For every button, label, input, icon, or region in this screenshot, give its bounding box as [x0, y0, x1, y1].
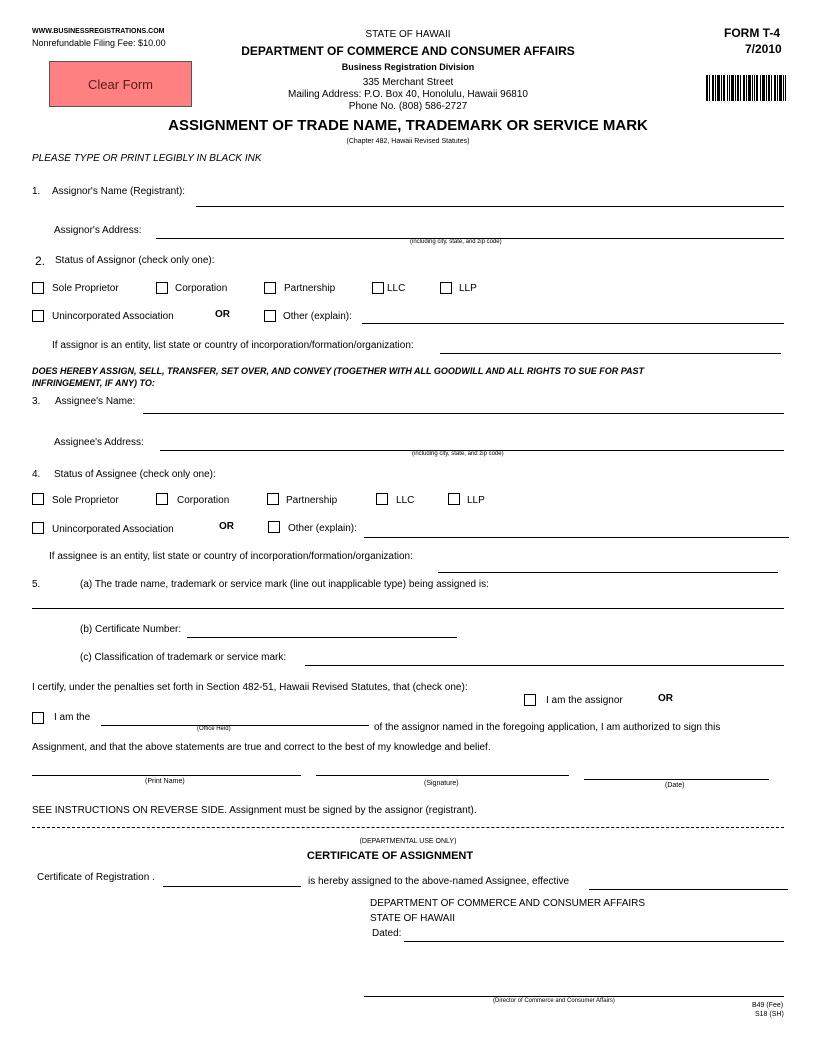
assignee-corporation-checkbox[interactable] — [156, 493, 168, 505]
i-am-assignor-label: I am the assignor — [546, 695, 623, 706]
assignor-unincorporated-label: Unincorporated Association — [52, 311, 174, 322]
dated-label: Dated: — [372, 928, 402, 939]
assignee-address-label: Assignee's Address: — [54, 437, 144, 448]
effective-date-field[interactable] — [589, 889, 788, 890]
assignor-name-label: Assignor's Name (Registrant): — [52, 186, 186, 197]
website-label: WWW.BUSINESSREGISTRATIONS.COM — [32, 28, 165, 35]
form-date: 7/2010 — [745, 42, 782, 56]
form-id: FORM T-4 — [724, 26, 780, 40]
department-name: DEPARTMENT OF COMMERCE AND CONSUMER AFFAIRS — [241, 44, 575, 58]
print-name-field[interactable] — [32, 775, 301, 776]
assignee-other-field[interactable] — [364, 537, 789, 538]
certificate-registration-field[interactable] — [163, 886, 301, 887]
classification-label: (c) Classification of trademark or service mark: — [80, 652, 287, 663]
print-name-hint: (Print Name) — [145, 778, 185, 785]
convey-statement-line-2: INFRINGEMENT, IF ANY) TO: — [32, 378, 155, 388]
i-am-officer-checkbox[interactable] — [32, 712, 44, 724]
signature-field[interactable] — [316, 775, 569, 776]
question-number-1: 1. — [32, 186, 41, 197]
question-number-3: 3. — [32, 396, 41, 407]
assignor-llc-checkbox[interactable] — [372, 282, 384, 294]
assignee-entity-field[interactable] — [438, 572, 778, 573]
assignor-sole-proprietor-checkbox[interactable] — [32, 282, 44, 294]
footer-code-fee: B49 (Fee) — [752, 1002, 784, 1009]
office-held-field[interactable] — [101, 725, 369, 726]
assignor-corporation-label: Corporation — [175, 283, 228, 294]
question-number-2: 2. — [35, 254, 46, 268]
assignee-status-label: Status of Assignee (check only one): — [54, 469, 216, 480]
assignor-other-field[interactable] — [362, 323, 784, 324]
assignor-sole-proprietor-label: Sole Proprietor — [52, 283, 119, 294]
office-held-hint: (Office Held) — [197, 726, 231, 732]
filing-fee: Nonrefundable Filing Fee: $10.00 — [32, 38, 166, 48]
assignee-llc-label: LLC — [396, 495, 415, 506]
dept-use-department: DEPARTMENT OF COMMERCE AND CONSUMER AFFAIRS — [370, 898, 646, 909]
state-label: STATE OF HAWAII — [365, 29, 451, 40]
assignor-llc-label: LLC — [387, 283, 406, 294]
assignee-corporation-label: Corporation — [177, 495, 230, 506]
assignor-address-label: Assignor's Address: — [54, 225, 142, 236]
i-am-the-label: I am the — [54, 712, 91, 723]
assignor-partnership-label: Partnership — [284, 283, 336, 294]
certify-statement: I certify, under the penalties set forth in Section 482-51, Hawaii Revised Statutes, that (check one): — [32, 682, 468, 693]
director-signature-field[interactable] — [364, 996, 784, 997]
assignor-or-label: OR — [215, 309, 230, 320]
assignor-llp-checkbox[interactable] — [440, 282, 452, 294]
director-hint: (Director of Commerce and Consumer Affairs) — [493, 998, 615, 1004]
assigned-text: is hereby assigned to the above-named Assignee, effective — [308, 876, 570, 887]
mark-assigned-label: (a) The trade name, trademark or service mark (line out inapplicable type) being assigned is: — [80, 579, 489, 590]
assignor-entity-field[interactable] — [440, 353, 781, 354]
departmental-divider — [32, 827, 784, 828]
assignee-entity-label: If assignee is an entity, list state or country of incorporation/formation/organization: — [49, 551, 413, 562]
assignee-sole-proprietor-label: Sole Proprietor — [52, 495, 119, 506]
assignee-partnership-label: Partnership — [286, 495, 338, 506]
certificate-registration-label: Certificate of Registration . — [37, 872, 155, 883]
assignee-other-checkbox[interactable] — [268, 521, 280, 533]
certificate-number-label: (b) Certificate Number: — [80, 624, 182, 635]
authorized-text: of the assignor named in the foregoing application, I am authorized to sign this — [374, 722, 721, 733]
assignor-other-label: Other (explain): — [283, 311, 352, 322]
assignor-unincorporated-checkbox[interactable] — [32, 310, 44, 322]
assignor-address-hint: (including city, state, and zip code) — [410, 239, 502, 245]
assignor-name-field[interactable] — [196, 206, 784, 207]
mark-assigned-field[interactable] — [32, 608, 784, 609]
assignee-name-label: Assignee's Name: — [55, 396, 136, 407]
mailing-address: Mailing Address: P.O. Box 40, Honolulu, Hawaii 96810 — [288, 89, 528, 100]
assignee-llp-checkbox[interactable] — [448, 493, 460, 505]
assignor-corporation-checkbox[interactable] — [156, 282, 168, 294]
dated-field[interactable] — [404, 941, 784, 942]
street-address: 335 Merchant Street — [362, 77, 454, 88]
certificate-number-field[interactable] — [187, 637, 457, 638]
assignor-status-label: Status of Assignor (check only one): — [55, 255, 215, 266]
departmental-use-label: (DEPARTMENTAL USE ONLY) — [359, 838, 457, 845]
assignee-unincorporated-label: Unincorporated Association — [52, 524, 174, 535]
assignee-llp-label: LLP — [467, 495, 485, 506]
certify-continuation: Assignment, and that the above statements are true and correct to the best of my knowledge and belief. — [32, 742, 491, 753]
statute-reference: (Chapter 482, Hawaii Revised Statutes) — [346, 138, 470, 145]
assignee-llc-checkbox[interactable] — [376, 493, 388, 505]
assignor-partnership-checkbox[interactable] — [264, 282, 276, 294]
date-hint: (Date) — [665, 782, 685, 789]
question-number-4: 4. — [32, 469, 41, 480]
assignee-address-hint: (including city, state, and zip code) — [412, 451, 504, 457]
signature-hint: (Signature) — [424, 780, 459, 787]
division-name: Business Registration Division — [341, 62, 475, 72]
assignee-sole-proprietor-checkbox[interactable] — [32, 493, 44, 505]
barcode-icon — [706, 75, 786, 101]
assignee-partnership-checkbox[interactable] — [267, 493, 279, 505]
assignee-name-field[interactable] — [143, 413, 784, 414]
dept-use-state: STATE OF HAWAII — [370, 913, 455, 924]
clear-form-button[interactable]: Clear Form — [49, 61, 192, 107]
certificate-of-assignment-title: CERTIFICATE OF ASSIGNMENT — [306, 850, 474, 862]
date-field[interactable] — [584, 779, 769, 780]
phone-number: Phone No. (808) 586-2727 — [348, 101, 468, 112]
question-number-5: 5. — [32, 579, 41, 590]
certify-or-label: OR — [658, 693, 673, 704]
convey-statement-line-1: DOES HEREBY ASSIGN, SELL, TRANSFER, SET OVER, AND CONVEY (TOGETHER WITH ALL GOODWILL AND ALL RIGHTS TO SUE FOR PAST — [32, 366, 645, 376]
i-am-assignor-checkbox[interactable] — [524, 694, 536, 706]
form-title: ASSIGNMENT OF TRADE NAME, TRADEMARK OR SERVICE MARK — [168, 117, 648, 134]
instructions-note: SEE INSTRUCTIONS ON REVERSE SIDE. Assignment must be signed by the assignor (registrant). — [32, 805, 477, 816]
assignee-or-label: OR — [219, 521, 234, 532]
assignee-other-label: Other (explain): — [288, 523, 357, 534]
assignor-llp-label: LLP — [459, 283, 477, 294]
assignor-entity-label: If assignor is an entity, list state or country of incorporation/formation/organization: — [52, 340, 414, 351]
assignee-unincorporated-checkbox[interactable] — [32, 522, 44, 534]
ink-instruction: PLEASE TYPE OR PRINT LEGIBLY IN BLACK INK — [32, 153, 262, 164]
classification-field[interactable] — [305, 665, 784, 666]
footer-code-sh: S18 (SH) — [755, 1011, 784, 1018]
assignor-other-checkbox[interactable] — [264, 310, 276, 322]
